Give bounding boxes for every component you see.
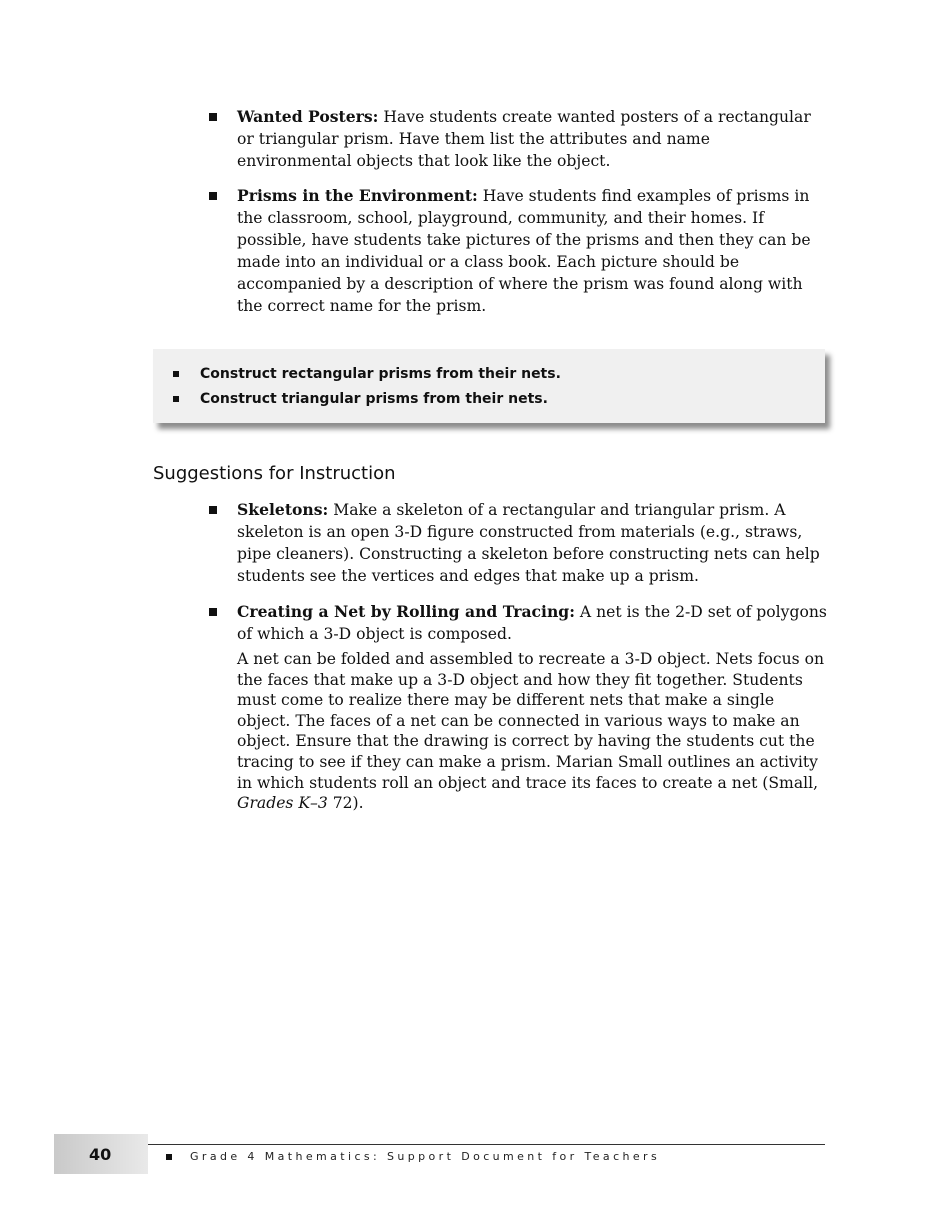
outcome-text: Construct triangular prisms from their nets. [200, 391, 548, 407]
list-item-skeletons [209, 499, 829, 587]
outcome-text: Construct rectangular prisms from their nets. [200, 366, 561, 382]
citation-page: 72). [327, 794, 364, 813]
net-explanation-paragraph [237, 649, 829, 814]
page-number: 40 [89, 1145, 112, 1164]
section-heading: Suggestions for Instruction [153, 463, 396, 484]
square-bullet-icon [209, 506, 217, 514]
paragraph-text: A net can be folded and assembled to recreate a 3-D object. Nets focus on the faces that make up a 3-D object and how they fit together. Students must come to realize there may be different nets that make a single object. The faces of a net can be connected in various ways to make an object. Ensure that the drawing is correct by having the students cut the tracing to see if they can make a prism. Marian Small outlines an activity in which students roll an object and trace its faces to create a net (Small, [237, 650, 825, 792]
outcome-item [171, 365, 561, 383]
item-term: Creating a Net by Rolling and Tracing: [237, 602, 575, 621]
square-bullet-icon [173, 371, 179, 377]
square-bullet-icon [209, 113, 217, 121]
instruction-list [209, 499, 829, 828]
square-bullet-icon [209, 608, 217, 616]
list-item-wanted-posters [209, 106, 829, 172]
item-term: Wanted Posters: [237, 107, 379, 126]
learning-outcomes-box [153, 349, 825, 423]
outcome-item [171, 390, 561, 408]
citation-title: Grades K–3 [237, 794, 328, 813]
footer-document-title: Grade 4 Mathematics: Support Document for Teachers [190, 1150, 661, 1163]
list-item-creating-net [209, 601, 829, 814]
item-text: Have students create wanted posters of a rectangular or triangular prism. Have them list the attributes and name environmental objects that look like the object. [237, 108, 811, 170]
outcomes-list [171, 365, 561, 415]
item-text: A net is the 2-D set of polygons of which a 3-D object is composed. [237, 603, 827, 643]
activity-list [209, 106, 829, 330]
footer-divider [148, 1144, 825, 1145]
item-term: Skeletons: [237, 500, 329, 519]
page-number-box [54, 1134, 148, 1174]
item-term: Prisms in the Environment: [237, 186, 478, 205]
list-item-prisms-environment [209, 185, 829, 317]
square-bullet-icon [173, 396, 179, 402]
item-text: Make a skeleton of a rectangular and triangular prism. A skeleton is an open 3-D figure constructed from materials (e.g., straws, pipe cleaners). Constructing a skeleton before constructing nets can help students see the vertices and edges that make up a prism. [237, 501, 820, 585]
square-bullet-icon [166, 1154, 172, 1160]
square-bullet-icon [209, 192, 217, 200]
item-text: Have students find examples of prisms in the classroom, school, playground, community, and their homes. If possible, have students take pictures of the prisms and then they can be made into an individual or a class book. Each picture should be accompanied by a description of where the prism was found along with the correct name for the prism. [237, 187, 811, 315]
